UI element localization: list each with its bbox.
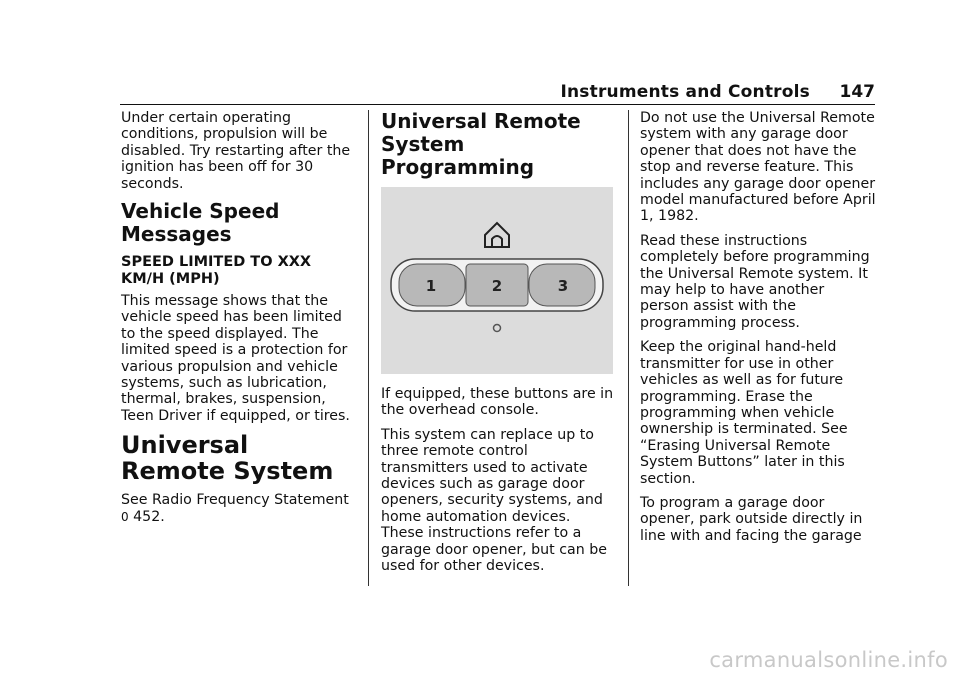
home-icon xyxy=(485,223,509,247)
button-label-1: 1 xyxy=(425,277,437,295)
reference-page: 452. xyxy=(128,508,165,525)
heading-vehicle-speed-messages: Vehicle Speed Messages xyxy=(121,199,280,247)
heading-universal-remote-system: Universal Remote System xyxy=(121,431,334,486)
universal-remote-buttons-figure xyxy=(381,187,613,374)
propulsion-disabled-paragraph: Under certain operating conditions, propulsion will be disabled. Try restarting after the ignition has been off for 30 seconds. xyxy=(121,110,351,192)
remote-buttons-illustration xyxy=(381,187,613,374)
page-number: 147 xyxy=(839,82,875,102)
page-header xyxy=(120,80,875,102)
heading-speed-limited: SPEED LIMITED TO XXX KM/H (MPH) xyxy=(121,254,312,287)
column-3 xyxy=(640,110,876,552)
overhead-console-paragraph: If equipped, these buttons are in the overhead console. xyxy=(381,386,614,419)
column-1 xyxy=(121,110,357,533)
button-label-2: 2 xyxy=(491,277,503,295)
system-replace-paragraph: This system can replace up to three remote control transmitters used to activate devices such as garage door openers, security systems, and home automation devices. These instructions refer to a garage door opener, but can be used for other devices. xyxy=(381,426,607,575)
heading-urs-programming: Universal Remote System Programming xyxy=(381,109,581,179)
indicator-light-icon xyxy=(494,325,501,332)
page-reference-icon: 0 xyxy=(121,509,129,524)
keep-transmitter-paragraph: Keep the original hand-held transmitter for use in other vehicles as well as for future programming. Erase the programming when vehicle ownership is terminated. See “Erasing Universal Remote System Buttons” later in this section. xyxy=(640,339,848,487)
reference-text: See Radio Frequency Statement xyxy=(121,492,349,509)
header-rule xyxy=(120,104,875,105)
radio-frequency-reference xyxy=(121,492,357,525)
program-garage-paragraph: To program a garage door opener, park outside directly in line with and facing the garage xyxy=(640,494,863,544)
column-divider-2 xyxy=(628,110,629,586)
section-title: Instruments and Controls xyxy=(560,82,810,102)
column-divider-1 xyxy=(368,110,369,586)
button-label-3: 3 xyxy=(557,277,569,295)
speed-limited-paragraph: This message shows that the vehicle speed has been limited to the speed displayed. The limited speed is a protection for various propulsion and vehicle systems, such as lubrication, thermal, brakes, suspension, Teen Driver if equipped, or tires. xyxy=(121,293,350,424)
column-2 xyxy=(381,110,617,582)
watermark: carmanualsonline.info xyxy=(709,648,948,672)
stop-reverse-warning-paragraph: Do not use the Universal Remote system with any garage door opener that does not have the stop and reverse feature. This includes any garage door opener model manufactured before April 1, 1982. xyxy=(640,110,876,225)
read-instructions-paragraph: Read these instructions completely before programming the Universal Remote system. It may help to have another person assist with the programming process. xyxy=(640,232,870,331)
